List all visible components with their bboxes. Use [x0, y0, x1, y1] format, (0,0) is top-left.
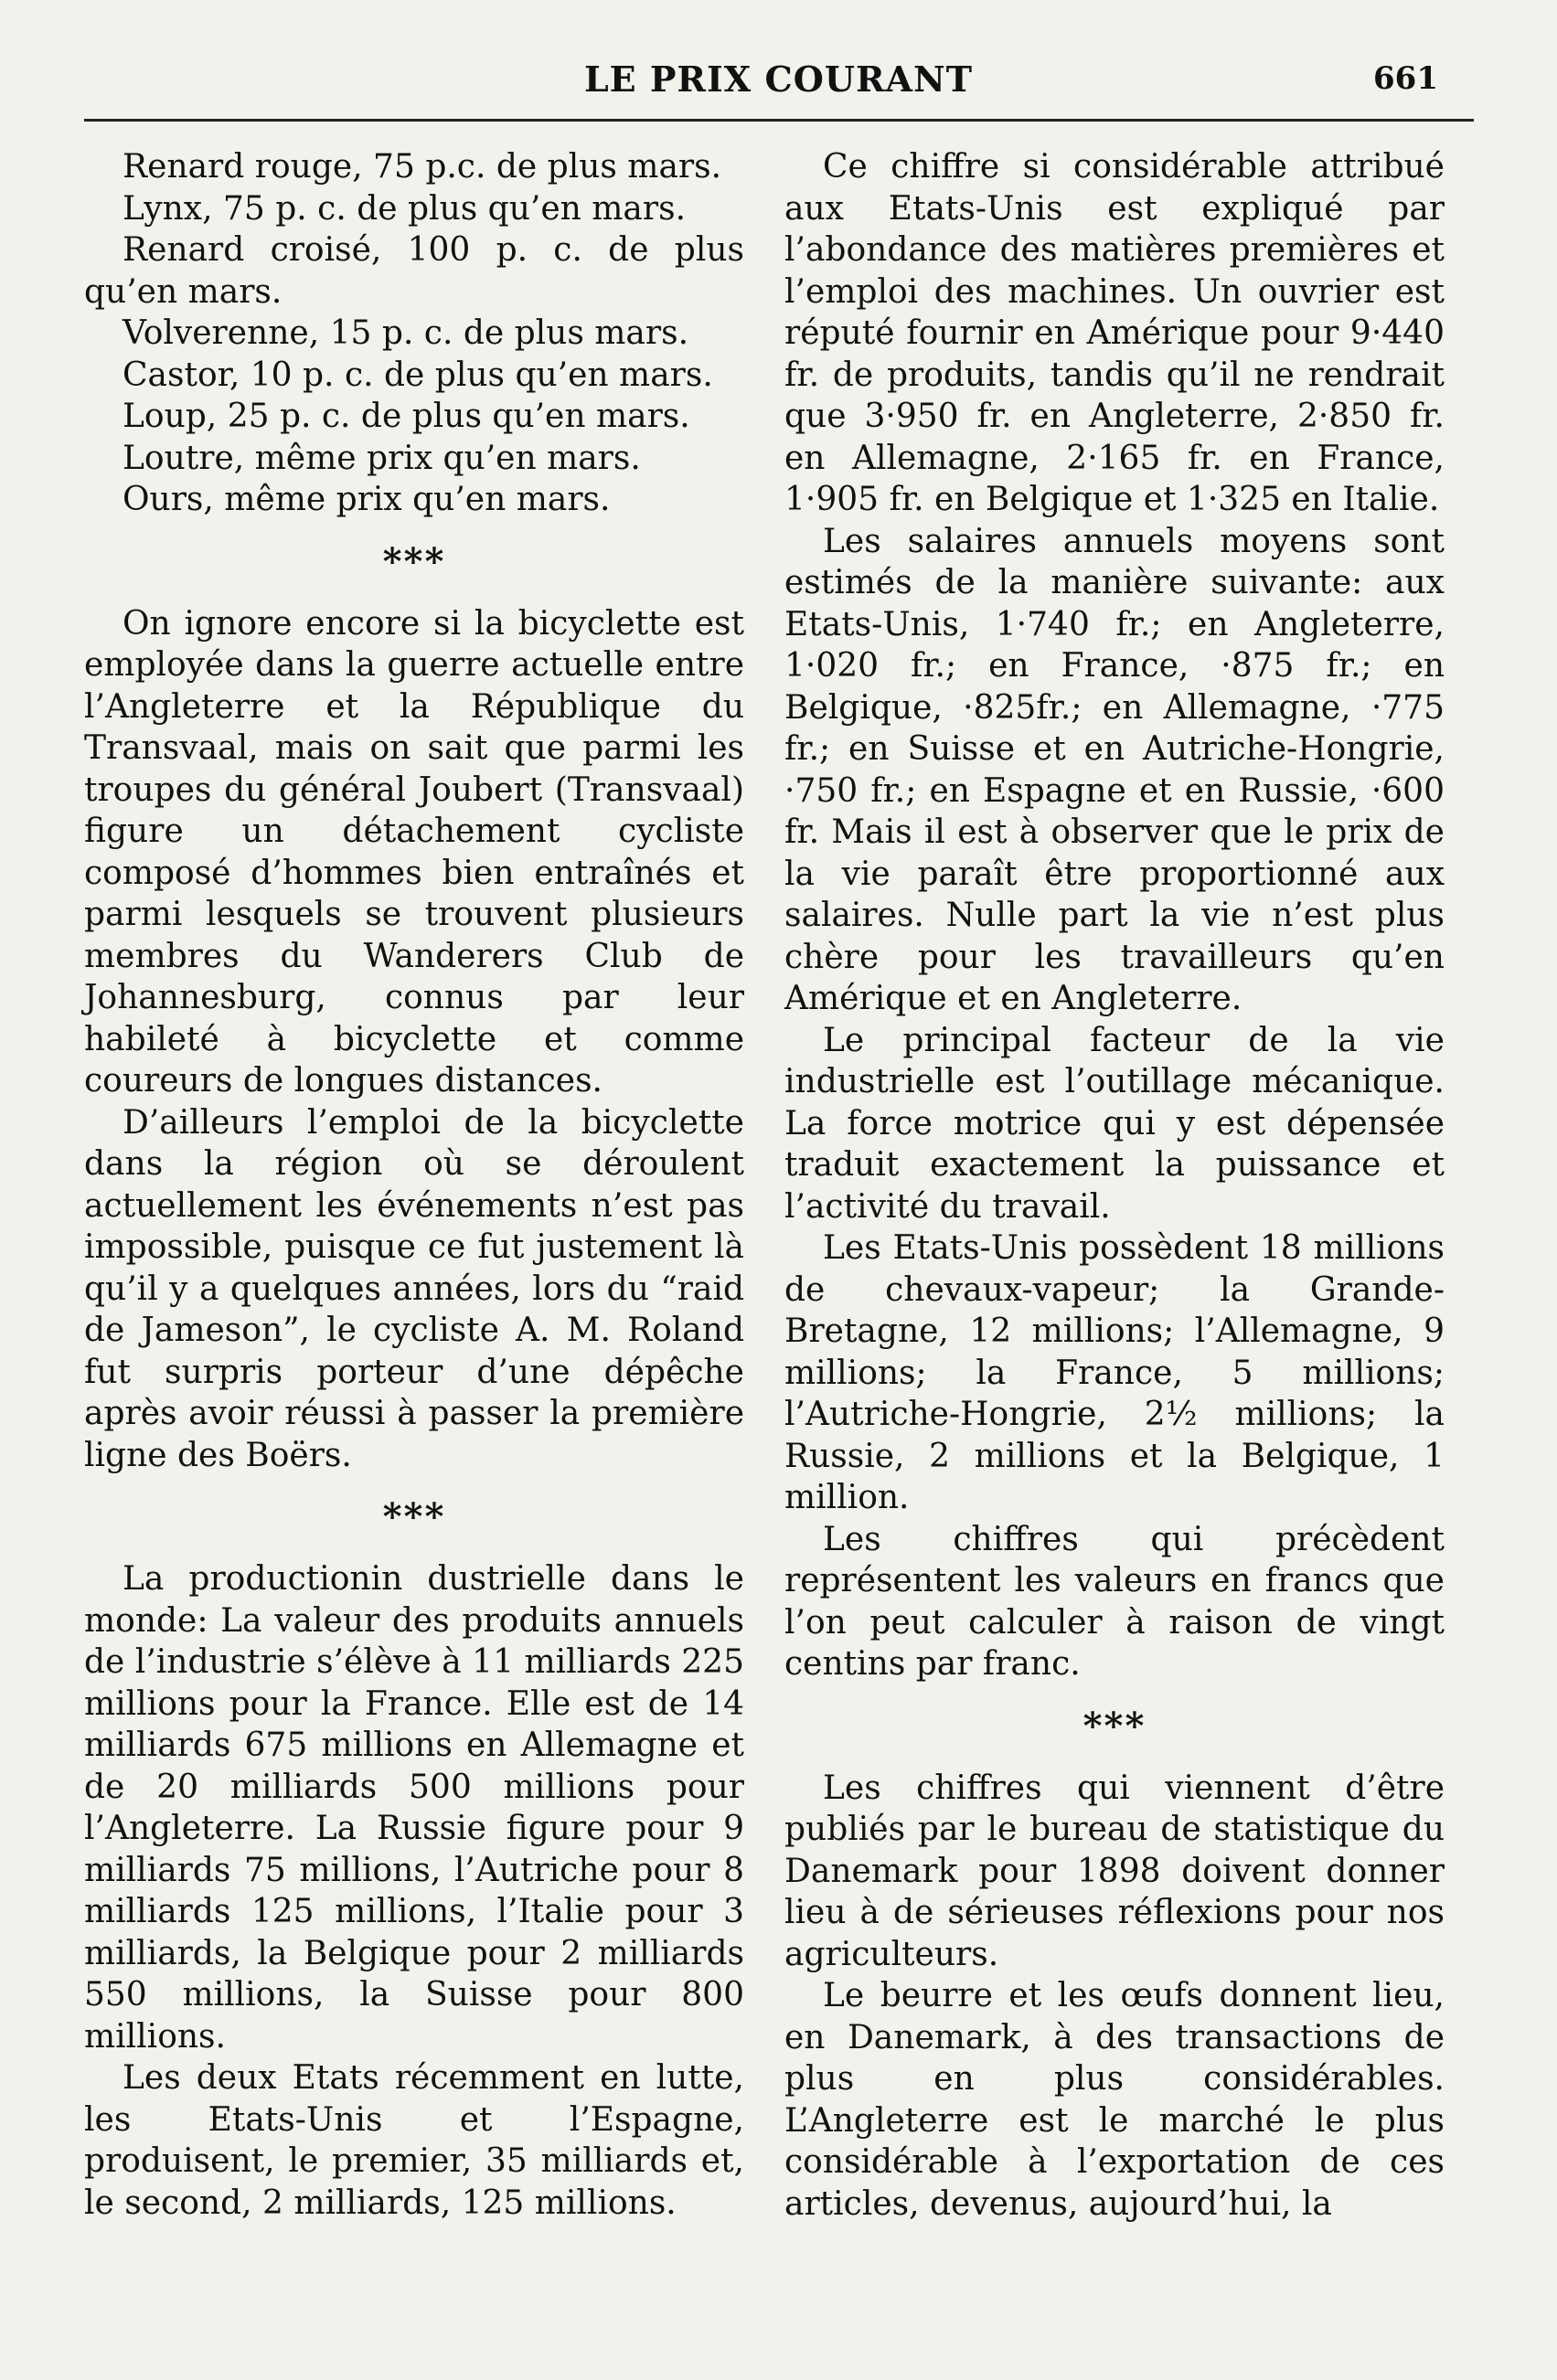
journal-title: LE PRIX COURANT — [583, 58, 974, 100]
horsepower-paragraph: Les Etats-Unis possèdent 18 millions de chevaux-vapeur; la Grande-Bretagne, 12 millions; l’Allemagne, 9 millions; la France, 5 millions; l’Autriche-Hongrie, 2½ millions; la Russie, 2 millions et la Belgique, 1 million. — [784, 1229, 1445, 1516]
wages-paragraph: Les salaires annuels moyens sont estimés de la manière suivante: aux Etats-Unis, 1·740 fr.; en Angleterre, 1·020 fr.; en France, ·875 fr.; en Belgique, ·825fr.; en Allemagne, ·775 fr.; en Suisse et en Autriche-Hongrie, ·750 fr.; en Espagne et en Russie, ·600 fr. Mais il est à observer que le prix de la vie paraît être proportionné aux salaires. Nulle part la vie n’est plus chère pour les travailleurs qu’en Amérique et en Angleterre. — [784, 522, 1445, 1017]
productivity-paragraph: Ce chiffre si considérable attribué aux Etats-Unis est expliqué par l’abondance des matières premières et l’emploi des machines. Un ouvrier est réputé fournir en Amérique pour 9·440 fr. de produits, tandis qu’il ne rendrait que 3·950 fr. en Angleterre, 2·850 fr. en Allemagne, 2·165 fr. en France, 1·905 fr. en Belgique et 1·325 en Italie. — [784, 148, 1445, 518]
left-column-upper — [84, 146, 744, 2222]
page-number: 661 — [1373, 60, 1438, 97]
bicycle-paragraph-1: On ignore encore si la bicyclette est employée dans la guerre actuelle entre l’Angleterre et la République du Transvaal, mais on sait que parmi les troupes du général Joubert (Transvaal) figure un détachement cycliste composé d’hommes bien entraînés et parmi lesquels se trouvent plusieurs membres du Wanderers Club de Johannesburg, connus par leur habileté à bicyclette et comme coureurs de longues distances. — [84, 604, 744, 1100]
denmark-paragraph-1: Les chiffres qui viennent d’être publiés par le bureau de statistique du Danemark pour 1898 doivent donner lieu à de sérieuses réflexions pour nos agriculteurs. — [784, 1769, 1445, 1973]
fur-price-item: Loup, 25 p. c. de plus qu’en mars. — [123, 398, 690, 435]
right-column — [784, 146, 1445, 2223]
fur-price-item: Renard rouge, 75 p.c. de plus mars. — [123, 148, 722, 186]
currency-note-paragraph: Les chiffres qui précèdent représentent les valeurs en francs que l’on peut calculer à raison de vingt centins par franc. — [784, 1520, 1445, 1683]
fur-price-item: Loutre, même prix qu’en mars. — [123, 439, 641, 477]
fur-price-item: Volverenne, 15 p. c. de plus mars. — [123, 314, 689, 352]
section-separator: *** — [382, 539, 446, 583]
section-separator: *** — [382, 1495, 446, 1538]
header-rule — [84, 119, 1474, 122]
page-header — [0, 51, 1557, 106]
denmark-paragraph-2: Le beurre et les œufs donnent lieu, en Danemark, à des transactions de plus en plus considérables. L’Angleterre est le marché le plus considérable à l’exportation de ces articles, devenus, aujourd’hui, la — [784, 1977, 1445, 2223]
industry-paragraph-1: La productionin dustrielle dans le monde: La valeur des produits annuels de l’industrie s’élève à 11 milliards 225 millions pour la France. Elle est de 14 milliards 675 millions en Allemagne et de 20 milliards 500 millions pour l’Angleterre. La Russie figure pour 9 milliards 75 millions, l’Autriche pour 8 milliards 125 millions, l’Italie pour 3 milliards, la Belgique pour 2 milliards 550 millions, la Suisse pour 800 millions. — [84, 1560, 744, 2056]
section-separator: *** — [1082, 1704, 1146, 1748]
fur-price-item: Lynx, 75 p. c. de plus qu’en mars. — [123, 189, 687, 228]
machinery-paragraph: Le principal facteur de la vie industrielle est l’outillage mécanique. La force motrice qui y est dépensée traduit exactement la puissance et l’activité du travail. — [784, 1021, 1445, 1226]
industry-paragraph-2: Les deux Etats récemment en lutte, les Etats-Unis et l’Espagne, produisent, le premier, 35 milliards et, le second, 2 milliards, 125 millions. — [84, 2059, 744, 2222]
fur-price-item: Castor, 10 p. c. de plus qu’en mars. — [123, 356, 713, 394]
fur-price-item: Renard croisé, 100 p. c. de plus qu’en mars. — [84, 231, 744, 311]
bicycle-paragraph-2: D’ailleurs l’emploi de la bicyclette dans la région où se déroulent actuellement les événements n’est pas impossible, puisque ce fut justement là qu’il y a quelques années, lors du “raid de Jameson”, le cycliste A. M. Roland fut surpris porteur d’une dépêche après avoir réussi à passer la première ligne des Boërs. — [84, 1103, 744, 1474]
fur-price-item: Ours, même prix qu’en mars. — [123, 481, 611, 518]
